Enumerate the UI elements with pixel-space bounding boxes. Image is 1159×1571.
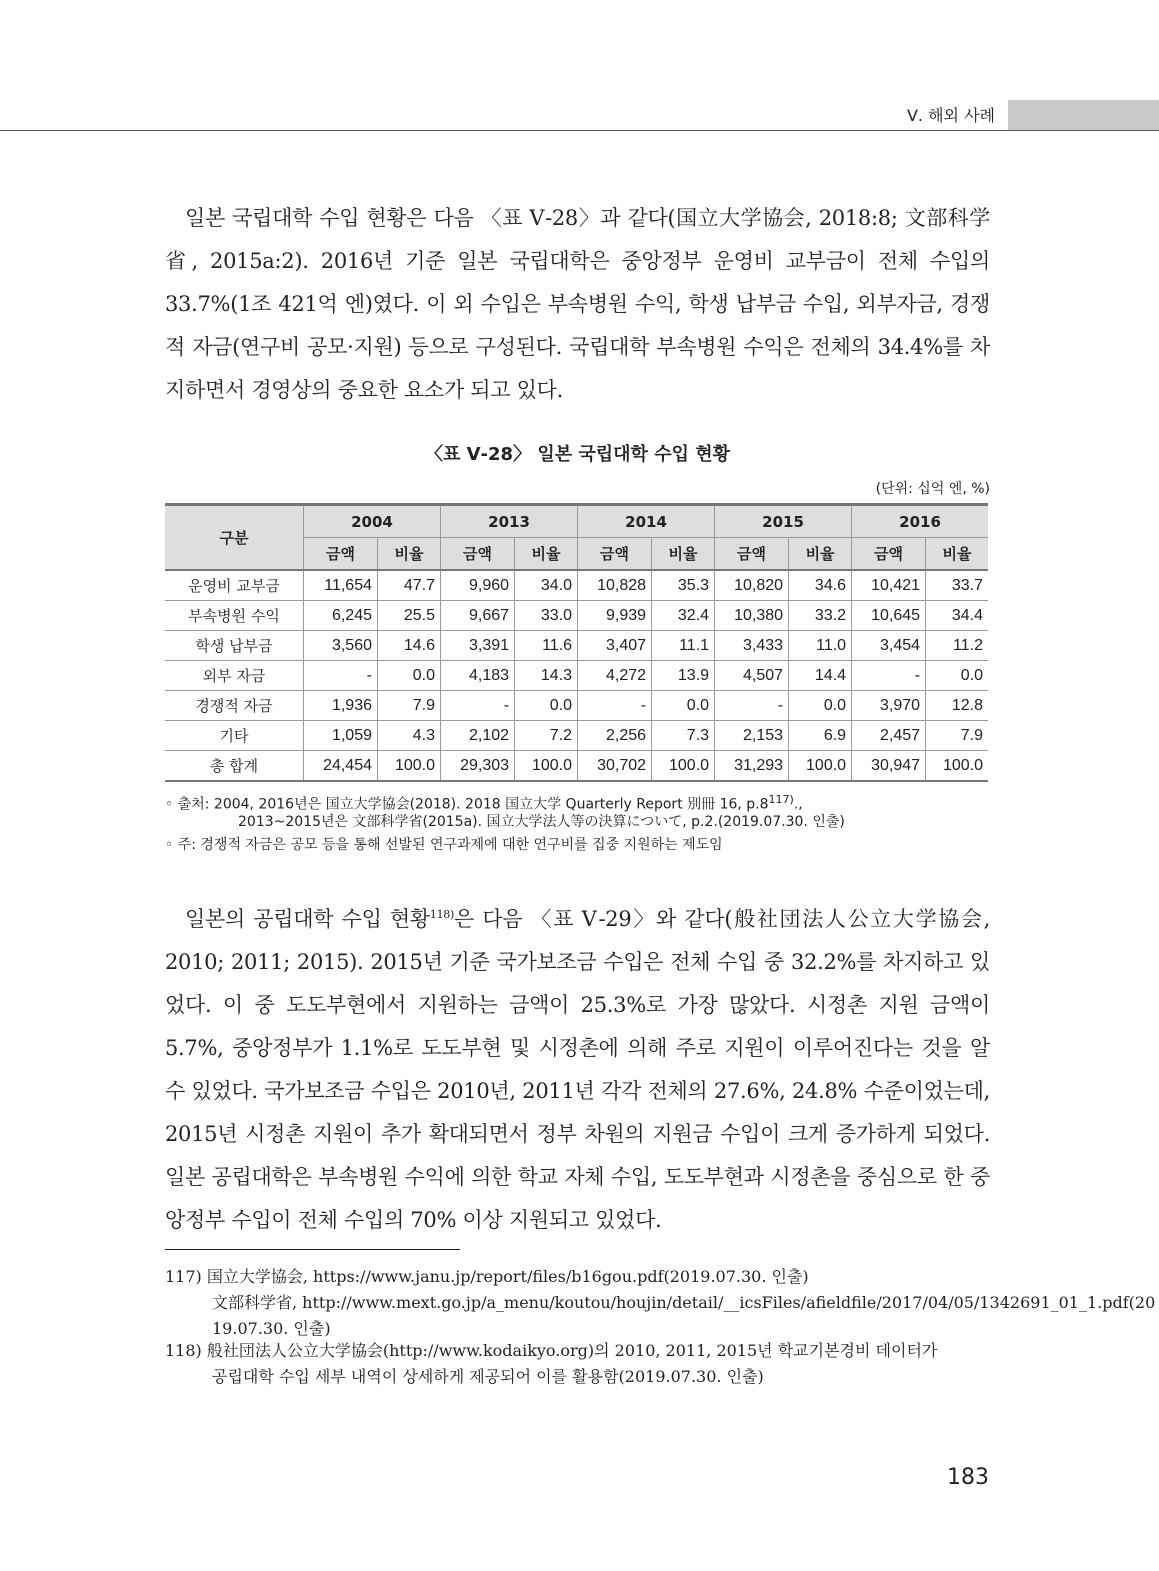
footnote-118 — [165, 1338, 937, 1390]
footnote-ref-117[interactable]: 117) — [768, 793, 794, 806]
header-rule — [0, 130, 1159, 131]
amount-cell: 10,820 — [715, 570, 789, 601]
year-header: 2014 — [578, 505, 715, 538]
amount-cell: 10,421 — [852, 570, 926, 601]
ratio-cell: 100.0 — [926, 751, 988, 782]
amount-cell: 3,970 — [852, 691, 926, 721]
row-label: 총 합계 — [165, 751, 304, 782]
table-unit: (단위: 십억 엔, %) — [875, 481, 990, 497]
table-row — [165, 601, 988, 631]
row-label: 운영비 교부금 — [165, 570, 304, 601]
ratio-cell: 14.4 — [789, 661, 852, 691]
p2-rest: 은 다음 〈표 Ⅴ-29〉와 같다(般社団法人公立大学協会, 2010; 2011; 2015). 2015년 기준 국가보조금 수입은 전체 수입 중 32.2%를 차지하고 있었다. 이 중 도도부현에서 지원하는 금액이 25.3%로 가장 많았다. 시정촌 지원 금액이 5.7%, 중앙정부가 1.1%로 도도부현 및 시정촌에 의해 주로 지원이 이루어진다는 것을 알 수 있었다. 국가보조금 수입은 2010년, 2011년 각각 전체의 27.6%, 24.8% 수준이었는데, 2015년 시정촌 지원이 추가 확대되면서 정부 차원의 지원금 수입이 크게 증가하게 되었다. 일본 공립대학은 부속병원 수익에 의한 학교 자체 수입, 도도부현과 시정촌을 중심으로 한 중앙정부 수입이 전체 수입의 70% 이상 지원되고 있었다. — [165, 907, 990, 1232]
year-header: 2004 — [304, 505, 441, 538]
amount-cell: 4,507 — [715, 661, 789, 691]
amount-cell: 11,654 — [304, 570, 378, 601]
amount-header: 금액 — [441, 538, 515, 571]
ratio-cell: 35.3 — [652, 570, 715, 601]
revenue-table — [165, 503, 988, 782]
amount-cell: 3,407 — [578, 631, 652, 661]
page-number: 183 — [947, 1465, 989, 1490]
ratio-cell: 0.0 — [789, 691, 852, 721]
source-end: ., — [793, 796, 803, 813]
ratio-header: 비율 — [926, 538, 988, 571]
ratio-cell: 100.0 — [789, 751, 852, 782]
table-row — [165, 751, 988, 782]
ratio-cell: 32.4 — [652, 601, 715, 631]
ratio-cell: 0.0 — [652, 691, 715, 721]
footnote-117-line1: 117) 国立大学協会, https://www.janu.jp/report/files/b16gou.pdf(2019.07.30. 인출) — [165, 1267, 809, 1286]
amount-cell: 9,667 — [441, 601, 515, 631]
ratio-cell: 11.6 — [515, 631, 578, 661]
ratio-cell: 7.9 — [926, 721, 988, 751]
ratio-header: 비율 — [378, 538, 441, 571]
amount-cell: 30,702 — [578, 751, 652, 782]
amount-header: 금액 — [578, 538, 652, 571]
year-header: 2013 — [441, 505, 578, 538]
table-row — [165, 631, 988, 661]
amount-cell: - — [441, 691, 515, 721]
year-header: 2016 — [852, 505, 988, 538]
ratio-cell: 33.7 — [926, 570, 988, 601]
ratio-cell: 11.0 — [789, 631, 852, 661]
amount-cell: 30,947 — [852, 751, 926, 782]
ratio-cell: 14.3 — [515, 661, 578, 691]
amount-header: 금액 — [304, 538, 378, 571]
amount-cell: 9,939 — [578, 601, 652, 631]
ratio-cell: 100.0 — [378, 751, 441, 782]
ratio-cell: 7.2 — [515, 721, 578, 751]
ratio-cell: 34.6 — [789, 570, 852, 601]
amount-cell: 2,457 — [852, 721, 926, 751]
amount-cell: 31,293 — [715, 751, 789, 782]
row-label: 부속병원 수익 — [165, 601, 304, 631]
ratio-cell: 25.5 — [378, 601, 441, 631]
amount-cell: - — [852, 661, 926, 691]
footnote-118-line1: 118) 般社団法人公立大学協会(http://www.kodaikyo.org)의 2010, 2011, 2015년 학교기본경비 데이터가 — [165, 1341, 938, 1360]
table-row — [165, 691, 988, 721]
year-header: 2015 — [715, 505, 852, 538]
ratio-cell: 7.3 — [652, 721, 715, 751]
table-row — [165, 721, 988, 751]
ratio-cell: 33.0 — [515, 601, 578, 631]
amount-header: 금액 — [715, 538, 789, 571]
source-text: ◦ 출처: 2004, 2016년은 国立大学協会(2018). 2018 国立大学 Quarterly Report 別冊 16, p.8 — [165, 796, 769, 813]
row-label: 기타 — [165, 721, 304, 751]
ratio-cell: 11.1 — [652, 631, 715, 661]
table-remark-note: ◦ 주: 경쟁적 자금은 공모 등을 통해 선발된 연구과제에 대한 연구비를 집중 지원하는 제도임 — [165, 837, 723, 853]
ratio-header: 비율 — [652, 538, 715, 571]
footnote-separator — [165, 1249, 460, 1250]
amount-cell: 10,380 — [715, 601, 789, 631]
amount-cell: 2,102 — [441, 721, 515, 751]
ratio-cell: 12.8 — [926, 691, 988, 721]
amount-cell: 2,153 — [715, 721, 789, 751]
amount-cell: 29,303 — [441, 751, 515, 782]
ratio-header: 비율 — [515, 538, 578, 571]
amount-cell: 3,391 — [441, 631, 515, 661]
footnote-117 — [165, 1264, 1159, 1342]
ratio-cell: 47.7 — [378, 570, 441, 601]
ratio-cell: 0.0 — [378, 661, 441, 691]
amount-cell: - — [578, 691, 652, 721]
amount-cell: 4,183 — [441, 661, 515, 691]
paragraph-public-universities — [165, 893, 990, 1242]
row-label: 외부 자금 — [165, 661, 304, 691]
row-label: 학생 납부금 — [165, 631, 304, 661]
table-source-note-2: 2013~2015년은 文部科学省(2015a). 国立大学法人等の決算について, p.2.(2019.07.30. 인출) — [238, 814, 845, 830]
ratio-cell: 13.9 — [652, 661, 715, 691]
table-row — [165, 570, 988, 601]
ratio-cell: 14.6 — [378, 631, 441, 661]
ratio-cell: 11.2 — [926, 631, 988, 661]
amount-cell: - — [715, 691, 789, 721]
amount-cell: 3,433 — [715, 631, 789, 661]
footnote-118-line2: 공립대학 수입 세부 내역이 상세하게 제공되어 이를 활용함(2019.07.30. 인출) — [212, 1367, 764, 1386]
ratio-cell: 34.0 — [515, 570, 578, 601]
footnote-ref-118[interactable]: 118) — [429, 908, 454, 921]
amount-cell: 10,828 — [578, 570, 652, 601]
amount-cell: 6,245 — [304, 601, 378, 631]
ratio-cell: 0.0 — [926, 661, 988, 691]
paragraph-national-universities: 일본 국립대학 수입 현황은 다음 〈표 Ⅴ-28〉과 같다(国立大学協会, 2018:8; 文部科学省, 2015a:2). 2016년 기준 일본 국립대학은 중앙정부 운영비 교부금이 전체 수입의 33.7%(1조 421억 엔)였다. 이 외 수입은 부속병원 수익, 학생 납부금 수입, 외부자금, 경쟁적 자금(연구비 공모·지원) 등으로 구성된다. 국립대학 부속병원 수익은 전체의 34.4%를 차지하면서 경영상의 중요한 요소가 되고 있다. — [165, 206, 990, 402]
table-row — [165, 661, 988, 691]
ratio-cell: 100.0 — [515, 751, 578, 782]
footnote-117-line2: 文部科学省, http://www.mext.go.jp/a_menu/koutou/houjin/detail/__icsFiles/afieldfile/2017/04/05/1342691_01_1.pdf(2019.07.30. 인출) — [212, 1293, 1156, 1338]
ratio-cell: 0.0 — [515, 691, 578, 721]
ratio-cell: 33.2 — [789, 601, 852, 631]
ratio-cell: 34.4 — [926, 601, 988, 631]
p2-start: 일본의 공립대학 수입 현황 — [185, 907, 430, 931]
amount-cell: 1,936 — [304, 691, 378, 721]
amount-cell: 24,454 — [304, 751, 378, 782]
amount-cell: 9,960 — [441, 570, 515, 601]
amount-cell: - — [304, 661, 378, 691]
amount-cell: 3,560 — [304, 631, 378, 661]
ratio-cell: 6.9 — [789, 721, 852, 751]
amount-cell: 2,256 — [578, 721, 652, 751]
ratio-cell: 4.3 — [378, 721, 441, 751]
ratio-header: 비율 — [789, 538, 852, 571]
amount-cell: 10,645 — [852, 601, 926, 631]
ratio-cell: 7.9 — [378, 691, 441, 721]
amount-header: 금액 — [852, 538, 926, 571]
corner-header: 구분 — [165, 505, 304, 571]
amount-cell: 1,059 — [304, 721, 378, 751]
row-label: 경쟁적 자금 — [165, 691, 304, 721]
table-caption: 〈표 Ⅴ-28〉 일본 국립대학 수입 현황 — [424, 444, 731, 465]
header-tab-block — [1008, 100, 1159, 130]
amount-cell: 3,454 — [852, 631, 926, 661]
ratio-cell: 100.0 — [652, 751, 715, 782]
amount-cell: 4,272 — [578, 661, 652, 691]
running-header: Ⅴ. 해외 사례 — [906, 106, 995, 125]
